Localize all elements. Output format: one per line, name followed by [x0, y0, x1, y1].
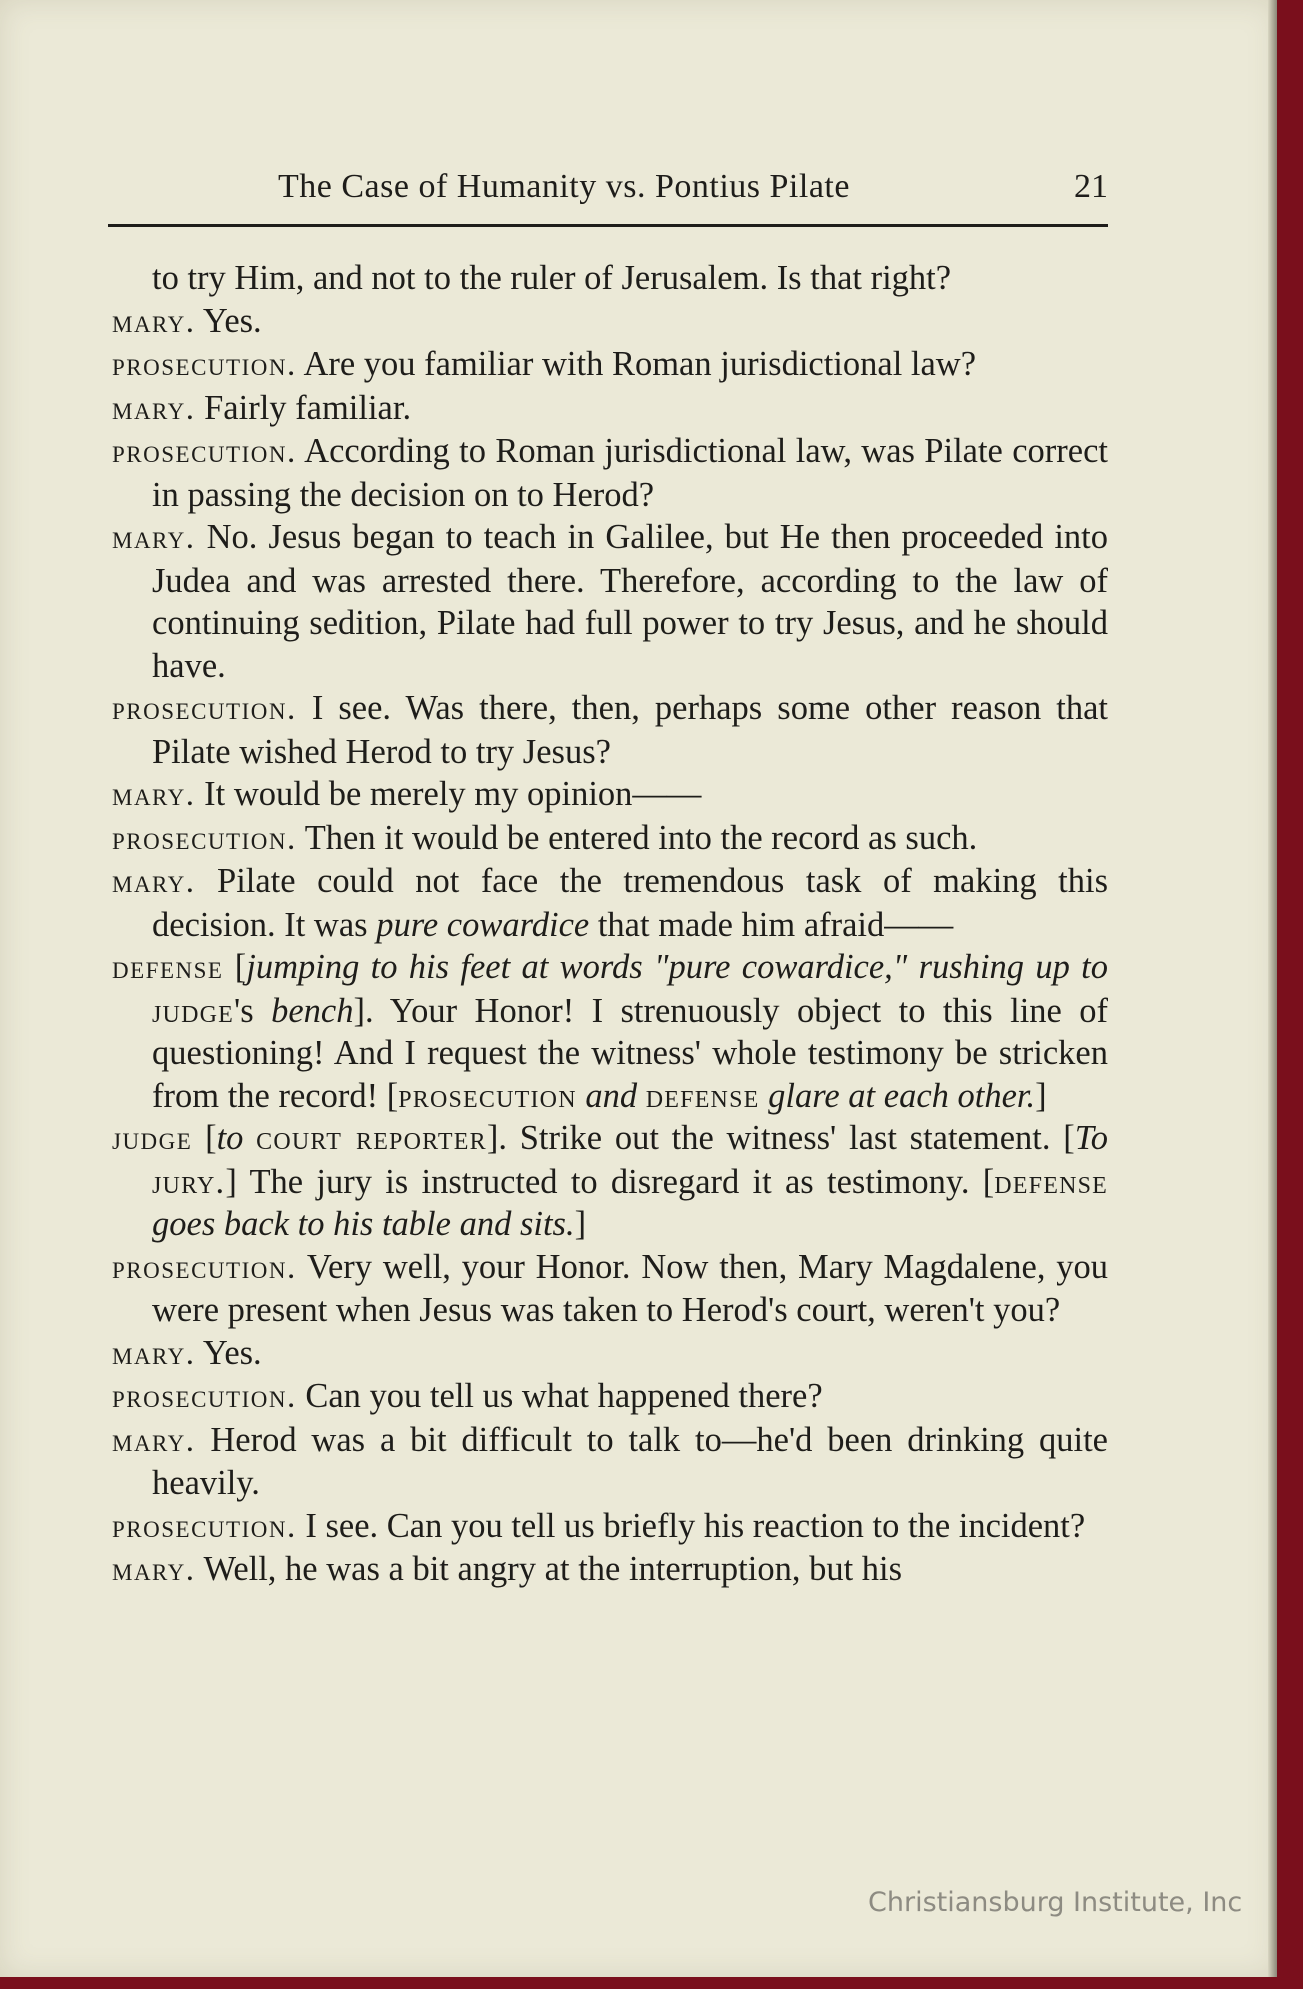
- stage-direction: To: [1074, 1119, 1108, 1157]
- dialogue-entry: [112, 687, 1108, 773]
- stage-direction: bench: [271, 991, 354, 1030]
- stage-direction-name: prosecution: [398, 1076, 577, 1115]
- dialogue-text: Yes.: [202, 301, 262, 340]
- bracket: [: [205, 1119, 217, 1157]
- speaker-name: mary.: [112, 864, 196, 900]
- dialogue-entry: [112, 1548, 1108, 1592]
- dialogue-entry: [112, 773, 1108, 817]
- dialogue-text: It would be merely my opinion——: [204, 775, 702, 813]
- speaker-name: mary.: [112, 1552, 196, 1588]
- stage-direction: and: [585, 1076, 638, 1115]
- stage-direction-name: judge: [152, 991, 234, 1030]
- dialogue-entry: [112, 430, 1108, 516]
- dialogue-entry: [112, 1246, 1108, 1332]
- dialogue-entry: [112, 387, 1108, 431]
- dialogue-text: to try Him, and not to the ruler of Jerusalem. Is that right?: [152, 259, 952, 297]
- stage-direction: jumping to his feet at words "pure cowardice," rushing up to: [246, 948, 1108, 986]
- speaker-name: mary.: [112, 1335, 196, 1372]
- dialogue-entry: [112, 1375, 1108, 1419]
- page-number: 21: [1074, 168, 1108, 205]
- speaker-name: mary.: [112, 520, 196, 556]
- speaker-name: mary.: [112, 390, 196, 427]
- stage-direction-name: defense: [994, 1162, 1109, 1201]
- dialogue-text: Strike out the witness' last statement.: [519, 1119, 1051, 1157]
- stage-direction-name: court reporter: [256, 1119, 487, 1157]
- dialogue-text: Herod was a bit difficult to talk to—he'd been drinking quite heavily.: [152, 1420, 1108, 1502]
- text-line: [112, 257, 1108, 300]
- speaker-name: mary.: [112, 1422, 196, 1459]
- dialogue-text: that made him afraid——: [597, 905, 954, 944]
- dialogue-text: According to Roman jurisdictional law, was Pilate correct in passing the decision on to Herod?: [152, 432, 1108, 514]
- stage-direction: goes back to his table and sits.: [152, 1205, 575, 1243]
- bracket: [: [386, 1076, 399, 1115]
- dialogue-text: Fairly familiar.: [204, 388, 412, 427]
- page-body: [112, 257, 1108, 1592]
- dialogue-entry: [112, 343, 1108, 387]
- watermark: Christiansburg Institute, Inc: [868, 1887, 1243, 1918]
- dialogue-entry: [112, 860, 1108, 946]
- speaker-name: prosecution.: [112, 1379, 297, 1415]
- page-edge: [1268, 0, 1277, 1977]
- speaker-name: prosecution.: [112, 1508, 297, 1545]
- dialogue-text: Pilate could not face the tremendous task of making this decision. It was: [152, 862, 1109, 944]
- bracket: ].: [353, 991, 374, 1030]
- dialogue-entry: [112, 300, 1108, 344]
- dialogue-text: Can you tell us what happened there?: [305, 1377, 823, 1415]
- dialogue-entry: [112, 516, 1108, 687]
- stage-direction-name: defense: [645, 1076, 760, 1115]
- dialogue-text: Are you familiar with Roman jurisdictional law?: [303, 345, 977, 383]
- speaker-name: judge: [112, 1121, 193, 1157]
- dialogue-text: I see. Can you tell us briefly his reaction to the incident?: [305, 1506, 1086, 1545]
- stage-direction: glare at each other.: [768, 1076, 1036, 1115]
- speaker-name: mary.: [112, 303, 196, 340]
- dialogue-entry: [112, 1332, 1108, 1376]
- stage-direction-name: jury.: [152, 1162, 226, 1201]
- bracket: [: [234, 948, 247, 986]
- dialogue-entry: [112, 1419, 1108, 1505]
- dialogue-entry: [112, 1505, 1108, 1549]
- possessive: 's: [234, 991, 254, 1030]
- speaker-name: prosecution.: [112, 1249, 297, 1286]
- speaker-name: prosecution.: [112, 820, 297, 857]
- speaker-name: prosecution.: [112, 691, 297, 727]
- speaker-name: defense: [112, 950, 224, 986]
- stage-direction: to: [216, 1119, 244, 1157]
- bracket: ]: [225, 1162, 237, 1201]
- dialogue-entry: [112, 1117, 1108, 1246]
- speaker-name: prosecution.: [112, 347, 297, 383]
- dialogue-text: I see. Was there, then, perhaps some other reason that Pilate wished Herod to try Jesus?: [152, 689, 1109, 771]
- dialogue-text: Very well, your Honor. Now then, Mary Magdalene, you were present when Jesus was taken to Herod's court, weren't you?: [152, 1247, 1108, 1329]
- bracket: ]: [574, 1205, 587, 1243]
- dialogue-text: Well, he was a bit angry at the interruption, but his: [203, 1550, 903, 1588]
- bracket: ]: [1035, 1076, 1047, 1115]
- bracket: [: [982, 1162, 995, 1201]
- bracket: ].: [486, 1119, 507, 1157]
- running-header: [108, 160, 1108, 227]
- running-title: The Case of Humanity vs. Pontius Pilate: [278, 168, 850, 205]
- emphasis-text: pure cowardice: [376, 905, 590, 944]
- speaker-name: mary.: [112, 777, 196, 813]
- dialogue-entry: [112, 817, 1108, 861]
- dialogue-text: Then it would be entered into the record as such.: [304, 818, 978, 857]
- dialogue-text: No. Jesus began to teach in Galilee, but He then proceeded into Judea and was arrested there. Therefore, according to the law of continuing sedition, Pilate had full power to try Jesus, and he should have.: [152, 518, 1108, 685]
- dialogue-text: The jury is instructed to disregard it as testimony.: [249, 1162, 970, 1201]
- speaker-name: prosecution.: [112, 434, 297, 470]
- dialogue-entry: [112, 946, 1108, 1117]
- dialogue-text: Your Honor! I strenuously object to this line of questioning! And I request the witness' whole testimony be stricken from the record!: [152, 991, 1108, 1115]
- bracket: [: [1063, 1119, 1075, 1157]
- dialogue-text: Yes.: [202, 1333, 262, 1372]
